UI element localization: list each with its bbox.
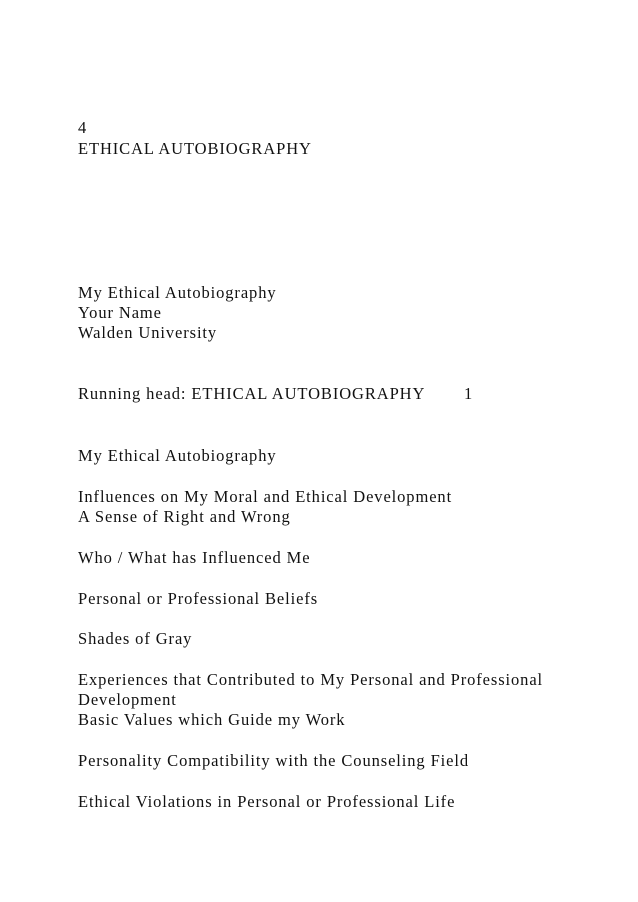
running-head-page-number: 1 bbox=[464, 384, 474, 403]
title-page-title: My Ethical Autobiography bbox=[78, 283, 277, 302]
section-heading: Influences on My Moral and Ethical Development bbox=[78, 487, 453, 506]
subheading: Personal or Professional Beliefs bbox=[78, 589, 319, 608]
running-head-text: Running head: ETHICAL AUTOBIOGRAPHY bbox=[78, 384, 426, 403]
subheading-continued: Development bbox=[78, 690, 177, 709]
subheading: Ethical Violations in Personal or Professional Life bbox=[78, 792, 456, 811]
subheading: A Sense of Right and Wrong bbox=[78, 507, 291, 526]
subheading: Experiences that Contributed to My Personal and Professional bbox=[78, 670, 544, 689]
title-page-author: Your Name bbox=[78, 303, 162, 322]
subheading: Who / What has Influenced Me bbox=[78, 548, 311, 567]
subheading: Personality Compatibility with the Counseling Field bbox=[78, 751, 470, 770]
page-number: 4 bbox=[78, 118, 88, 137]
paper-title: My Ethical Autobiography bbox=[78, 446, 277, 465]
title-page-institution: Walden University bbox=[78, 323, 218, 342]
subheading: Basic Values which Guide my Work bbox=[78, 710, 346, 729]
subheading: Shades of Gray bbox=[78, 629, 193, 648]
page-header: ETHICAL AUTOBIOGRAPHY bbox=[78, 139, 312, 158]
